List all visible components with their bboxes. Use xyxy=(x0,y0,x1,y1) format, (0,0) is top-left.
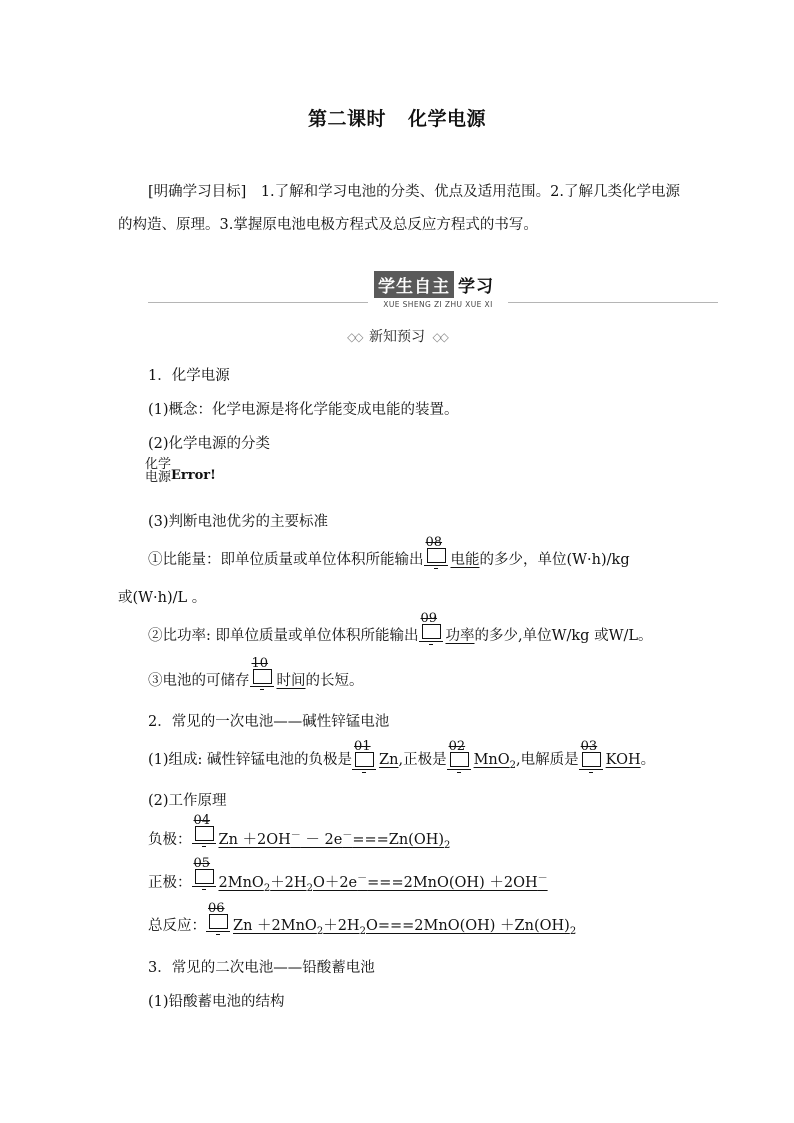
storage-tail: 的长短。 xyxy=(305,673,364,689)
negative-label: 负极： xyxy=(148,831,192,848)
banner-title xyxy=(364,271,504,297)
positive-equation: $2MnO_2+2H_2O+2e^-===2MnO(OH) +2OH^-$ xyxy=(218,873,548,894)
positive-electrode-line xyxy=(148,856,548,894)
energy-line-cont: 或(W·h)/L 。 xyxy=(118,590,207,606)
composition-text: (1)组成: 碱性锌锰电池的负极是 xyxy=(148,752,353,768)
banner-rest: 学习 xyxy=(458,276,494,297)
energy-line xyxy=(148,535,630,569)
answer-marker-05 xyxy=(192,856,216,890)
answer-number-03: 03 xyxy=(580,739,598,754)
answer-08 xyxy=(424,535,480,569)
storage-text: ③电池的可储存 xyxy=(148,673,250,689)
power-unit: 的多少,单位W/kg 或W/L。 xyxy=(474,628,653,644)
classification-line: (2)化学电源的分类 xyxy=(148,436,271,452)
composition-mid-2: ,电解质是 xyxy=(516,752,579,768)
energy-text: ①比能量：即单位质量或单位体积所能输出 xyxy=(148,552,424,568)
answer-09 xyxy=(419,611,475,645)
classification-label xyxy=(145,458,171,484)
answer-number-01: 01 xyxy=(354,739,371,754)
classification-label-2: 电源 xyxy=(145,470,172,485)
standard-line: (3)判断电池优劣的主要标准 xyxy=(148,514,329,530)
page-title xyxy=(0,104,794,131)
principle-line: (2)工作原理 xyxy=(148,793,227,809)
classification-label-1: 化学 xyxy=(145,457,172,472)
section-2-heading: 2．常见的一次电池——碱性锌锰电池 xyxy=(148,714,390,730)
banner-pinyin: XUE SHENG ZI ZHU XUE XI xyxy=(368,300,508,309)
answer-text-03: KOH xyxy=(605,752,641,768)
power-line xyxy=(148,611,653,645)
answer-marker-06 xyxy=(206,901,230,935)
answer-marker-09 xyxy=(419,611,443,645)
answer-text-08: 电能 xyxy=(450,552,480,568)
negative-electrode-line xyxy=(148,813,451,851)
storage-line xyxy=(148,656,364,690)
title-lesson: 第二课时 xyxy=(307,108,386,130)
answer-text-01: Zn xyxy=(379,752,399,768)
answer-marker-08 xyxy=(424,535,448,569)
section-banner xyxy=(148,268,718,314)
total-reaction-line xyxy=(148,901,577,937)
answer-05 xyxy=(192,856,548,894)
total-equation: $Zn +2MnO_2+2H_2O===2MnO(OH) +Zn(OH)_2$ xyxy=(233,918,577,937)
composition-end: 。 xyxy=(640,752,656,768)
answer-marker-04 xyxy=(192,813,216,847)
energy-unit: 的多少，单位(W·h)/kg xyxy=(479,552,630,568)
section-3-heading: 3．常见的二次电池——铅酸蓄电池 xyxy=(148,960,375,976)
answer-number-06: 06 xyxy=(208,901,225,916)
answer-number-02: 02 xyxy=(448,739,466,754)
power-text: ②比功率: 即单位质量或单位体积所能输出 xyxy=(148,628,419,644)
preview-label: 新知预习 xyxy=(369,329,425,345)
negative-equation: $Zn +2OH^- - 2e^-===Zn(OH)_2$ xyxy=(218,830,451,851)
answer-06 xyxy=(206,901,577,937)
preview-heading xyxy=(0,326,794,346)
classification-error: Error! xyxy=(171,467,216,483)
answer-number-05: 05 xyxy=(193,856,211,871)
answer-text-10: 时间 xyxy=(276,673,306,689)
answer-number-09: 09 xyxy=(420,611,438,626)
answer-text-09: 功率 xyxy=(445,628,475,644)
positive-label: 正极： xyxy=(148,874,192,891)
answer-marker-03 xyxy=(579,739,603,773)
answer-10 xyxy=(250,656,306,690)
concept-line: (1)概念：化学电源是将化学能变成电能的装置。 xyxy=(148,402,459,418)
answer-number-08: 08 xyxy=(425,535,443,550)
answer-number-04: 04 xyxy=(193,813,211,828)
answer-01 xyxy=(352,739,399,768)
answer-marker-01 xyxy=(352,739,376,773)
classification-block xyxy=(145,458,216,484)
banner-highlight: 学生自主 xyxy=(374,271,454,298)
answer-02 xyxy=(447,739,517,771)
structure-line: (1)铅酸蓄电池的结构 xyxy=(148,994,285,1010)
answer-number-10: 10 xyxy=(251,656,269,671)
diamond-right-icon: ◇◇ xyxy=(432,330,447,344)
composition-line xyxy=(148,739,656,771)
answer-03 xyxy=(579,739,641,768)
title-topic: 化学电源 xyxy=(408,108,487,130)
answer-text-02: MnO$_2$ xyxy=(473,752,517,771)
answer-marker-10 xyxy=(250,656,274,690)
total-label: 总反应： xyxy=(148,918,206,934)
learning-goals: [明确学习目标] 1.了解和学习电池的分类、优点及适用范围。2.了解几类化学电源的构造、原理。3.掌握原电池电极方程式及总反应方程式的书写。 xyxy=(118,184,680,233)
diamond-left-icon: ◇◇ xyxy=(347,330,362,344)
composition-mid-1: ,正极是 xyxy=(398,752,447,768)
section-1-heading: 1．化学电源 xyxy=(148,368,230,384)
answer-marker-02 xyxy=(447,739,471,773)
answer-04 xyxy=(192,813,451,851)
